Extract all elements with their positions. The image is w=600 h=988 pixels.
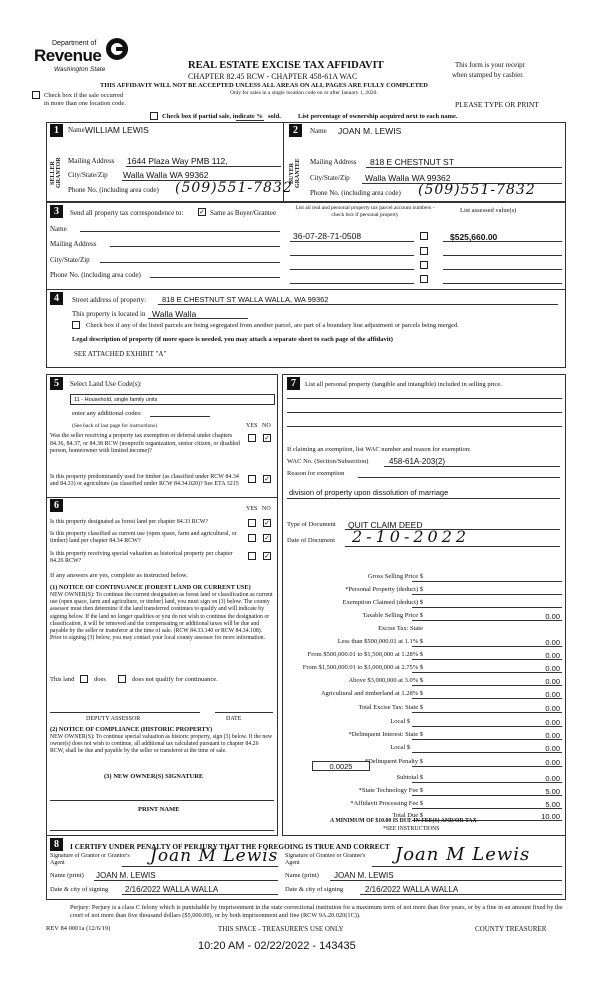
local-rate: 0.0025 [329, 762, 353, 771]
wac-number[interactable]: 458-61A-203(2) [389, 457, 446, 466]
s3-phone-label: Phone No. (including area code) [50, 271, 141, 279]
segregated-label: Check box if any of the listed parcels are being segregated from another parcel, are part of a boundary line adjustment or parcels being merged. [86, 322, 459, 329]
tax-row-amount: 0.00 [545, 704, 560, 713]
same-as-buyer-label: Same as Buyer/Grantee [210, 209, 277, 217]
tax-row-label: Excise Tax: State [378, 625, 423, 632]
same-as-buyer-checkbox[interactable]: ✓ [199, 208, 205, 217]
seller-name[interactable]: WILLIAM LEWIS [85, 125, 149, 135]
form-number: REV 84 0001a (12/6/19) [46, 925, 111, 932]
deputy-signature-line[interactable] [50, 712, 200, 713]
parcel-personal-checkbox-1[interactable] [420, 232, 428, 240]
section-4-number: 4 [50, 292, 63, 305]
land-does-not-checkbox[interactable] [118, 675, 126, 683]
buyer-phone[interactable]: (509)551-7832 [418, 182, 536, 198]
tax-row-value[interactable] [412, 731, 562, 740]
tax-row-value[interactable] [412, 800, 562, 809]
name-print-label-right: Name (print) [285, 872, 319, 879]
tax-row-value[interactable] [412, 774, 562, 783]
deputy-date-label: DATE [226, 716, 242, 722]
doc-date-label: Date of Document [287, 537, 336, 544]
see-instructions: *SEE INSTRUCTIONS [383, 826, 440, 832]
s5-yes-header: YES [246, 423, 258, 429]
s3-city-field[interactable] [100, 262, 280, 263]
list-percentage: List percentage of ownership acquired next to each name. [298, 113, 458, 120]
form-chapter: CHAPTER 82.45 RCW - CHAPTER 458-61A WAC [188, 72, 358, 81]
form-warning: THIS AFFIDAVIT WILL NOT BE ACCEPTED UNLESS ALL AREAS ON ALL PAGES ARE FULLY COMPLETED [100, 82, 428, 89]
s6-instructions: If any answers are yes, complete as instructed below. [50, 572, 188, 579]
tax-row-label: Exemption Claimed (deduct) $ [342, 599, 423, 606]
tax-row-amount: 0.00 [545, 731, 560, 740]
tax-row-value[interactable] [412, 704, 562, 713]
tax-row-amount: 5.00 [545, 800, 560, 809]
tax-row-value[interactable] [412, 612, 562, 621]
tax-row-value[interactable] [412, 758, 562, 767]
tax-row-label: From $500,000.01 to $1,500,000 at 1.28% $ [307, 651, 423, 658]
land-use-label: Select Land Use Code(s): [70, 380, 142, 388]
reason-label: Reason for exemption [287, 470, 345, 477]
seller-mail-label: Mailing Address [68, 157, 115, 165]
dor-logo [34, 34, 134, 78]
section-6-number: 6 [50, 499, 63, 512]
segregated-checkbox[interactable] [72, 321, 80, 329]
s5-question-1: Was the seller receiving a property tax exemption or deferral under chapters 84.36, 84.37, or 84.38 RCW (nonprofit organization, senior citizen, or disabled person, homeowner with limited income)? [50, 433, 240, 454]
tax-row-amount: 10.00 [541, 812, 560, 821]
tax-row-label: Local $ [390, 744, 410, 751]
section-5-number: 5 [50, 377, 63, 390]
seller-side-label: SELLER GRANTOR [50, 157, 62, 189]
tax-row-value[interactable] [412, 651, 562, 660]
s6-q1-no[interactable]: ✓ [264, 519, 270, 528]
dept-small: Department of [52, 40, 97, 47]
doc-date[interactable]: 2-10-2022 [352, 527, 471, 546]
this-land-label: This land [50, 676, 75, 683]
tax-row-amount: 0.00 [545, 718, 560, 727]
certify-statement: I CERTIFY UNDER PENALTY OF PERJURY THAT THE FOREGOING IS TRUE AND CORRECT [70, 842, 390, 851]
dept-state: Washington State [54, 66, 106, 73]
parcel-personal-checkbox-3[interactable] [420, 261, 428, 269]
located-city[interactable]: Walla Walla [152, 309, 197, 319]
notice-2-heading: (2) NOTICE OF COMPLIANCE (HISTORIC PROPERTY) [50, 726, 213, 733]
please-type: PLEASE TYPE OR PRINT [455, 100, 539, 109]
land-use-code-field[interactable] [70, 394, 275, 405]
tax-row-value[interactable] [412, 677, 562, 686]
minimum-due: A MINIMUM OF $10.00 IS DUE IN FEE(S) AND/OR TAX [330, 818, 477, 824]
legal-label: Legal description of property (if more space is needed, you may attach a separate sheet to each page of the affidavit) [72, 336, 393, 343]
multi-location-label-2: in more than one location code. [44, 100, 126, 107]
seller-city[interactable]: Walla Walla WA 99362 [123, 170, 209, 180]
tax-row-amount: 0.00 [545, 690, 560, 699]
additional-codes-label: enter any additional codes: [72, 410, 142, 417]
land-does-not-label: does not qualify for continuance. [132, 676, 218, 683]
tax-row-label: Subtotal $ [396, 774, 423, 781]
local-rate-box [312, 761, 370, 771]
s6-q1-yes[interactable] [248, 519, 256, 527]
additional-codes-field[interactable] [150, 416, 210, 417]
s5-q2-yes[interactable] [248, 475, 256, 483]
tax-row-value[interactable] [412, 718, 562, 727]
s6-q2-no[interactable]: ✓ [264, 534, 270, 543]
section-2-number: 2 [289, 124, 302, 137]
s6-question-1: Is this property designated as forest land per chapter 84.33 RCW? [50, 519, 209, 525]
parcel-personal-checkbox-4[interactable] [420, 275, 428, 283]
tax-row-label: From $1,500,000.01 to $3,000,000 at 2.75% $ [302, 664, 423, 671]
s6-yes-header: YES [246, 506, 258, 512]
s6-q3-no[interactable]: ✓ [264, 552, 270, 561]
notice-2-body: NEW OWNER(S): To continue special valuation as historic property, sign (3) below. If the new owner(s) does not wish to continue, all additional tax calculated pursuant to chapter 84.26 RCW, shall be due and payable by the seller or transferor at the time of sale. [50, 734, 273, 755]
see-back-label: (See back of last page for instructions) [72, 423, 157, 429]
doc-type[interactable]: QUIT CLAIM DEED [348, 520, 423, 530]
tax-row-amount: 0.00 [545, 758, 560, 767]
reason-text[interactable]: division of property upon dissolution of marriage [289, 488, 449, 497]
section-8-number: 8 [50, 838, 63, 851]
buyer-mail-label: Mailing Address [310, 158, 357, 166]
grantor-signature[interactable]: Joan M Lewis [150, 846, 279, 866]
grantee-signature[interactable]: Joan M Lewis [395, 844, 531, 865]
logo-mark-icon [106, 38, 128, 60]
tax-row-label: *State Technology Fee $ [358, 787, 423, 794]
date-city-left[interactable]: 2/16/2022 WALLA WALLA [125, 885, 219, 894]
located-label: This property is located in [72, 310, 146, 318]
buyer-name-label: Name [310, 127, 327, 135]
buyer-phone-label: Phone No. (including area code) [310, 189, 401, 197]
land-does-checkbox[interactable] [80, 675, 88, 683]
seller-phone[interactable]: (509)551-7832 [175, 180, 293, 196]
s3-city-label: City/State/Zip [50, 256, 90, 264]
street-label: Street address of property: [72, 296, 147, 304]
date-city-label-right: Date & city of signing [285, 886, 344, 893]
list-personal-label: List all personal property (tangible and intangible) included in selling price. [305, 381, 502, 388]
seller-city-label: City/State/Zip [68, 171, 108, 179]
name-print-right[interactable]: JOAN M. LEWIS [334, 871, 394, 880]
s3-phone-field[interactable] [150, 277, 280, 278]
seller-mail[interactable]: 1644 Plaza Way PMB 112, [127, 156, 228, 166]
tax-row-value[interactable] [412, 599, 562, 608]
tax-row-label: *Delinquent Penalty $ [364, 758, 423, 765]
partial-sale-checkbox[interactable] [150, 112, 158, 120]
exemption-label: If claiming an exemption, list WAC number and reason for exemption: [287, 446, 471, 453]
tax-row-label: Gross Selling Price $ [367, 573, 423, 580]
partial-sale-label: Check box if partial sale, indicate % [162, 113, 263, 120]
tax-row-value[interactable] [412, 625, 562, 634]
name-print-label-left: Name (print) [50, 872, 84, 879]
tax-row-label: Above $3,000,000 at 3.0% $ [348, 677, 423, 684]
sales-note: Only for sales in a single location code on or after January 1, 2020. [230, 90, 378, 96]
tax-row-value[interactable] [412, 638, 562, 647]
assessed-header: List assessed value(s) [460, 207, 517, 214]
buyer-city[interactable]: Walla Walla WA 99362 [365, 173, 451, 183]
tax-row-label: Taxable Selling Price $ [362, 612, 423, 619]
tax-row-value[interactable] [412, 664, 562, 673]
buyer-side-label: BUYER GRANTEE [289, 158, 301, 188]
multi-location-label-1: Check box if the sale occurred [44, 92, 124, 99]
sold-label: sold. [268, 113, 281, 120]
notice-1-body: NEW OWNER(S): To continue the current designation as forest land or classification as current use (open space, farm and agriculture, or timber) land, you must sign on (3) below. The county assessor must then determine if the land transferred continues to qualify and will indicate by signing below. If the land no longer qualifies or you do not wish to continue the designation or classification, it will be removed and the compensating or additional taxes will be due and payable by the seller or transferor at the time of sale. (RCW 84.33.140 or RCW 84.34.108). Prior to signing (3) below, you may contact your local county assessor for more information. [50, 592, 273, 642]
receipt-note-2: when stamped by cashier. [452, 71, 524, 79]
tax-row-amount: 0.00 [545, 744, 560, 753]
date-city-right[interactable]: 2/16/2022 WALLA WALLA [365, 885, 459, 894]
parcel-number[interactable]: 36-07-28-71-0508 [293, 231, 362, 241]
buyer-mail[interactable]: 818 E CHESTNUT ST [370, 157, 454, 167]
parcel-header: List all real and personal property tax parcel account numbers - check box if personal property [295, 205, 435, 218]
tax-row-label: Total Excise Tax: State $ [358, 704, 423, 711]
s6-q3-yes[interactable] [248, 552, 256, 560]
section-3-number: 3 [50, 205, 63, 218]
doc-type-label: Type of Document [287, 521, 336, 528]
new-owner-signature-label: (3) NEW OWNER(S) SIGNATURE [104, 773, 204, 780]
perjury-notice: Perjury: Perjury is a class C felony which is punishable by imprisonment in the state correctional institution for a maximum term of not more than five years, or by a fine in an amount fixed by the court of not more than five thousand dollars ($5,000.00), or by both imprisonment and fine (RCW 9A.20.020(1C)). [70, 904, 563, 919]
wac-label: WAC No. (Section/Subsection) [287, 458, 369, 465]
partial-percent-field[interactable] [236, 113, 264, 121]
s3-name-label: Name [50, 225, 67, 233]
seller-name-label: Name [68, 126, 85, 134]
s6-no-header: NO [262, 506, 271, 512]
tax-row-label: *Delinquent Interest: State $ [348, 731, 423, 738]
legal-description[interactable]: SEE ATTACHED EXHIBIT "A" [74, 350, 167, 358]
receipt-note-1: This form is your receipt [455, 61, 525, 69]
street-address[interactable]: 818 E CHESTNUT ST WALLA WALLA, WA 99362 [162, 295, 329, 304]
tax-row-value[interactable] [412, 690, 562, 699]
tax-row-amount: 0.00 [545, 638, 560, 647]
s5-q1-yes[interactable] [248, 434, 256, 442]
tax-row-amount: 0.00 [545, 664, 560, 673]
tax-row-value[interactable] [412, 586, 562, 595]
name-print-left[interactable]: JOAN M. LEWIS [96, 871, 156, 880]
land-does-label: does [94, 676, 106, 683]
multi-location-checkbox[interactable] [32, 91, 40, 99]
tax-row-label: Local $ [390, 718, 410, 725]
tax-row-value[interactable] [412, 787, 562, 796]
land-use-code: 11 - Household, single family units [74, 397, 158, 403]
deputy-label: DEPUTY ASSESSOR [86, 716, 141, 722]
s6-q2-yes[interactable] [248, 534, 256, 542]
tax-row-label: Less than $500,000.01 at 1.1% $ [337, 638, 423, 645]
sig-grantee-label: Signature of Grantee or Grantee's Agent [285, 853, 366, 866]
treasurer-space: THIS SPACE - TREASURER'S USE ONLY [218, 925, 344, 933]
s6-question-3: Is this property receiving special valuation as historical property per chapter 84.26 RCW? [50, 551, 233, 564]
new-owner-signature-line[interactable] [50, 800, 274, 801]
deputy-date-line[interactable] [215, 712, 273, 713]
tax-row-value[interactable] [412, 744, 562, 753]
sig-grantor-label: Signature of Grantor or Grantor's Agent [50, 853, 130, 866]
tax-row-label: *Affidavit Processing Fee $ [350, 800, 423, 807]
s5-no-header: NO [262, 423, 271, 429]
buyer-name[interactable]: JOAN M. LEWIS [338, 126, 402, 136]
tax-row-amount: 0.00 [545, 677, 560, 686]
county-treasurer: COUNTY TREASURER [475, 925, 547, 933]
s5-q1-no[interactable]: ✓ [264, 434, 270, 443]
buyer-city-label: City/State/Zip [310, 174, 350, 182]
form-title: REAL ESTATE EXCISE TAX AFFIDAVIT [188, 60, 384, 71]
assessed-value[interactable]: $525,660.00 [450, 232, 498, 242]
seller-phone-label: Phone No. (including area code) [68, 186, 159, 194]
s5-q2-no[interactable]: ✓ [264, 475, 270, 484]
tax-row-label: Total Due $ [392, 812, 423, 819]
s5-question-2: Is this property predominantly used for timber (as classified under RCW 84.34 and 84.33) or agriculture (as classified under RCW 84.34.020)? See ETA 3215 [50, 474, 239, 487]
notice-1-heading: (1) NOTICE OF CONTINUANCE (FOREST LAND OR CURRENT USE) [50, 584, 251, 591]
s3-mail-field[interactable] [110, 246, 280, 247]
tax-row-amount: 0.00 [545, 651, 560, 660]
tax-row-amount: 0.00 [545, 774, 560, 783]
send-correspondence-label: Send all property tax correspondence to: [70, 209, 184, 217]
tax-row-label: *Personal Property (deduct) $ [345, 586, 423, 593]
s3-name-field[interactable] [80, 231, 280, 232]
tax-row-value[interactable] [412, 573, 562, 582]
s6-question-2: Is this property classified as current use (open space, farm and agricultural, or timber) land per chapter 84.34 RCW? [50, 531, 237, 544]
receipt-stamp: 10:20 AM - 02/22/2022 - 143435 [198, 940, 356, 952]
s3-mail-label: Mailing Address [50, 240, 97, 248]
parcel-personal-checkbox-2[interactable] [420, 247, 428, 255]
tax-row-amount: 5.00 [545, 787, 560, 796]
print-name-label: PRINT NAME [138, 806, 180, 813]
tax-row-amount: 0.00 [545, 612, 560, 621]
section-7-number: 7 [287, 377, 300, 390]
dept-big: Revenue [34, 46, 102, 65]
tax-row-label: Agricultural and timberland at 1.28% $ [320, 690, 423, 697]
date-city-label-left: Date & city of signing [50, 886, 109, 893]
section-1-number: 1 [50, 124, 63, 137]
print-name-line[interactable] [50, 830, 274, 831]
